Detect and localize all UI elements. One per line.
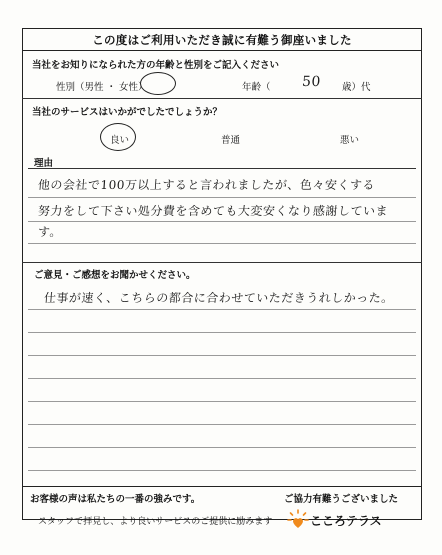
ruled-line (28, 221, 416, 222)
title-divider (22, 50, 422, 51)
reason-line-3: す。 (37, 225, 63, 239)
ruled-line (28, 401, 416, 402)
ruled-line (28, 424, 416, 425)
reason-label: 理由 (34, 158, 54, 169)
age-gender-heading: 当社をお知りになられた方の年齢と性別をご記入ください (32, 60, 280, 71)
footer-divider (22, 486, 422, 487)
reason-line-1: 他の会社で100万以上すると言われましたが、色々安くする (37, 178, 376, 192)
opinion-heading: ご意見・ご感想をお聞かせください。 (34, 270, 196, 281)
ruled-line (28, 378, 416, 379)
ruled-line (28, 197, 416, 198)
sun-heart-icon (287, 509, 309, 531)
ruled-line (28, 243, 416, 244)
form-title: この度はご利用いただき誠に有難う御座いました (92, 33, 352, 47)
option-good: 良い (110, 135, 130, 146)
ruled-line (28, 470, 416, 471)
age-value: 50 (301, 74, 322, 90)
comment-line-1: 仕事が速く、こちらの都合に合わせていただきうれしかった。 (43, 291, 395, 305)
ruled-line (28, 309, 416, 310)
option-bad: 悪い (340, 135, 360, 146)
reason-top-line (28, 168, 416, 169)
ruled-line (28, 332, 416, 333)
good-selected-circle (100, 123, 136, 151)
thanks-message: ご協力有難うございました (284, 494, 399, 505)
footer-message: お客様の声は私たちの一番の強みです。 (30, 494, 201, 505)
service-question: 当社のサービスはいかがでしたでしょうか？ (32, 107, 223, 118)
brand-name: こころテラス (310, 514, 382, 528)
section2-divider (22, 262, 422, 263)
option-normal: 普通 (221, 135, 241, 146)
age-suffix: 歳）代 (342, 82, 371, 93)
female-selected-circle (140, 72, 176, 95)
ruled-line (28, 355, 416, 356)
gender-label: 性別（男性 ・ 女性） (56, 82, 148, 93)
ruled-line (28, 447, 416, 448)
reason-line-2: 努力をして下さい処分費を含めても大変安くなり感謝していま (37, 204, 389, 218)
section1-divider (22, 98, 422, 99)
age-label: 年齢（ (242, 82, 271, 93)
staff-message: スタッフで拝見し、より良いサービスのご提供に励みます (38, 517, 273, 527)
